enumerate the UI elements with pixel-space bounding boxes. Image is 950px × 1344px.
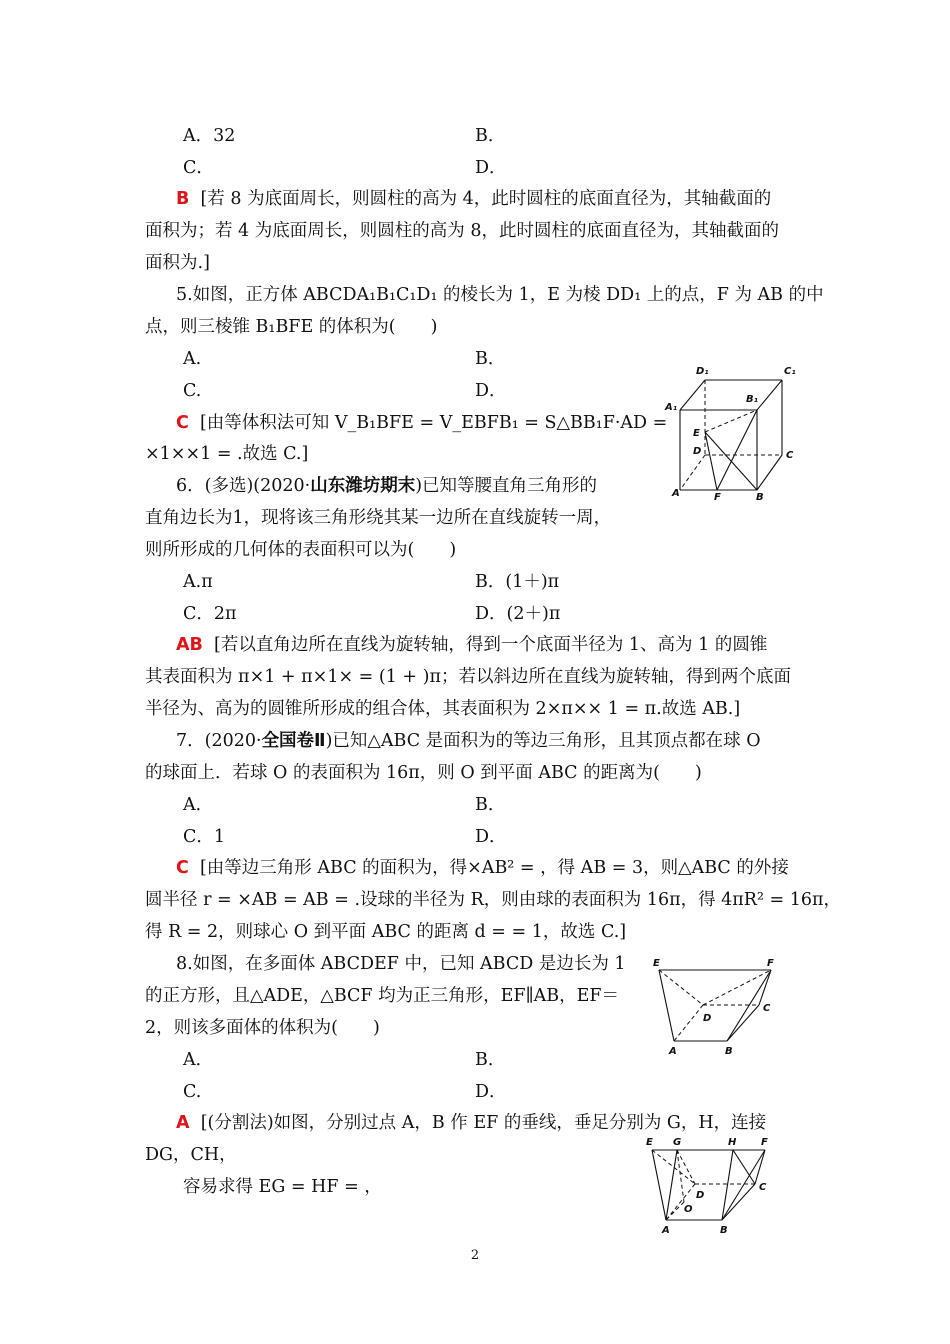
q7-solution-line	[176, 857, 789, 879]
q4-option-d: D．	[475, 158, 507, 178]
q5-solution-line	[176, 412, 667, 434]
solution-text: [由等体积法可知 V_B₁BFE = V_EBFB₁ = S△BB₁F·AD =	[199, 413, 668, 433]
q5-option-d: D．	[475, 381, 507, 401]
source-label: 全国卷Ⅱ	[261, 731, 326, 751]
label-c1: C₁	[784, 366, 796, 377]
solution-text: [由等边三角形 ABC 的面积为，得×AB² = ，得 AB = 3，则△ABC 的外接	[199, 858, 789, 878]
q5-option-b: B．	[475, 349, 506, 369]
q4-solution-line: 面积为；若 4 为底面周长，则圆柱的高为 8，此时圆柱的底面直径为，其轴截面的	[145, 221, 779, 241]
label-f: F	[714, 492, 721, 502]
answer-label: C	[176, 413, 189, 433]
cube-figure	[660, 360, 805, 502]
answer-label: AB	[176, 635, 203, 655]
q7-option-c: C．1	[183, 827, 226, 847]
stem-text: )已知△ABC 是面积为的等边三角形，且其顶点都在球 O	[325, 731, 761, 751]
q8-option-c: C.	[183, 1082, 202, 1102]
label-f: F	[767, 958, 774, 969]
q7-stem: 的球面上．若球 O 的表面积为 16π，则 O 到平面 ABC 的距离为( )	[145, 763, 702, 783]
page-number: 2	[470, 1248, 480, 1263]
stem-prefix: 6．(多选)(2020·	[176, 476, 311, 496]
stem-prefix: 7．(2020·	[176, 731, 262, 751]
q8-stem: 的正方形，且△ADE，△BCF 均为正三角形，EF∥AB，EF＝	[145, 986, 620, 1006]
label-o: O	[684, 1204, 693, 1215]
q7-option-a: A．	[183, 795, 214, 815]
q8-solution-line: 容易求得 EG = HF = ，	[183, 1177, 382, 1197]
q5-option-a: A.	[183, 349, 202, 369]
label-c: C	[786, 450, 794, 461]
q4-option-c: C．	[183, 158, 214, 178]
answer-label: A	[176, 1113, 190, 1133]
q6-stem: 则所形成的几何体的表面积可以为( )	[145, 540, 457, 560]
q6-solution-line	[176, 634, 767, 656]
solution-text: [若以直角边所在直线为旋转轴，得到一个底面半径为 1、高为 1 的圆锥	[214, 635, 768, 655]
q8-solution-line: DG，CH，	[145, 1145, 237, 1165]
q8-solution-line	[176, 1112, 766, 1134]
split-polyhedron-figure	[640, 1132, 780, 1238]
label-a: A	[669, 1046, 677, 1057]
label-d: D	[703, 1013, 712, 1024]
q6-solution-line: 半径为、高为的圆锥所形成的组合体，其表面积为 2×π×× 1 = π.故选 AB.]	[145, 699, 741, 719]
q6-option-d: D．(2＋)π	[475, 604, 561, 624]
q5-solution-line: ×1××1 = .故选 C.]	[145, 444, 309, 464]
q4-solution-line	[176, 188, 771, 210]
stem-text: )已知等腰直角三角形的	[415, 476, 598, 496]
q8-stem: 2，则该多面体的体积为( )	[145, 1018, 380, 1038]
label-b1: B₁	[746, 394, 759, 405]
label-a1: A₁	[665, 402, 678, 413]
label-a: A	[662, 1225, 670, 1236]
q4-solution-line: 面积为.]	[145, 253, 210, 273]
q8-option-d: D．	[475, 1082, 507, 1102]
q6-solution-line: 其表面积为 π×1 + π×1× = (1 + )π；若以斜边所在直线为旋转轴，得到两个底面	[145, 667, 791, 687]
q7-option-b: B．	[475, 795, 506, 815]
label-c: C	[759, 1182, 767, 1193]
label-f: F	[761, 1137, 768, 1148]
q8-option-b: B．	[475, 1050, 506, 1070]
solution-text: [若 8 为底面周长，则圆柱的高为 4，此时圆柱的底面直径为，其轴截面的	[200, 189, 772, 209]
q6-option-b: B．(1＋)π	[475, 572, 560, 592]
q8-option-a: A．	[183, 1050, 214, 1070]
answer-label: C	[176, 858, 189, 878]
label-a: A	[672, 488, 680, 499]
label-e: E	[646, 1137, 653, 1148]
label-e: E	[693, 428, 700, 439]
label-e: E	[653, 958, 660, 969]
label-d: D	[693, 446, 702, 457]
q7-solution-line: 得 R = 2，则球心 O 到平面 ABC 的距离 d = = 1，故选 C.]	[145, 922, 627, 942]
source-label: 山东潍坊期末	[310, 476, 416, 496]
q5-stem: 5.如图，正方体 ABCDA₁B₁C₁D₁ 的棱长为 1，E 为棱 DD₁ 上的点，F 为 AB 的中	[176, 285, 824, 305]
q5-option-c: C.	[183, 381, 202, 401]
q7-option-d: D．	[475, 827, 507, 847]
answer-label: B	[176, 189, 190, 209]
q5-stem: 点，则三棱锥 B₁BFE 的体积为( )	[145, 317, 438, 337]
label-d1: D₁	[696, 366, 709, 377]
solution-text: [(分割法)如图，分别过点 A，B 作 EF 的垂线，垂足分别为 G，H，连接	[200, 1113, 767, 1133]
q4-option-b: B．	[475, 126, 506, 146]
q6-option-a: A.π	[183, 572, 213, 592]
label-c: C	[763, 1003, 771, 1014]
label-b: B	[756, 492, 764, 502]
q6-stem: 直角边长为1，现将该三角形绕其某一边所在直线旋转一周，	[145, 508, 612, 528]
label-d: D	[696, 1190, 705, 1201]
label-h: H	[728, 1137, 737, 1148]
q7-solution-line: 圆半径 r = ×AB = AB = .设球的半径为 R，则由球的表面积为 16π，得 4πR² = 16π，	[145, 890, 842, 910]
label-g: G	[673, 1137, 682, 1148]
label-b: B	[720, 1225, 728, 1236]
q6-stem	[176, 475, 597, 497]
q8-stem: 8.如图，在多面体 ABCDEF 中，已知 ABCD 是边长为 1	[176, 954, 626, 974]
q7-stem	[176, 730, 761, 752]
q4-option-a: A．32	[183, 126, 236, 146]
polyhedron-figure	[645, 955, 785, 1060]
label-b: B	[725, 1046, 733, 1057]
q6-option-c: C．2π	[183, 604, 237, 624]
